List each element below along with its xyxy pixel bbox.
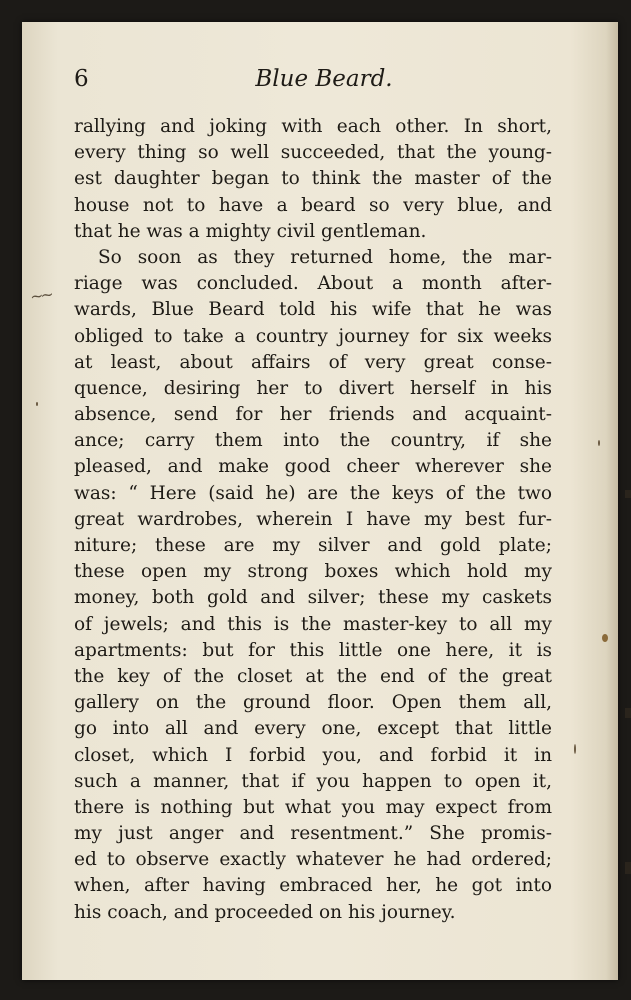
page-edge-shading xyxy=(606,22,618,980)
page-number: 6 xyxy=(74,66,89,92)
text-line: his coach, and proceeded on his journey. xyxy=(74,901,456,923)
book-page xyxy=(22,22,618,980)
text-line: was: “ Here (said he) are the keys of the two xyxy=(74,482,552,504)
text-line: So soon as they returned home, the mar- xyxy=(98,246,552,268)
body-text xyxy=(74,114,552,926)
text-line: closet, which I forbid you, and forbid it in xyxy=(74,744,552,766)
text-line: every thing so well succeeded, that the young- xyxy=(74,142,552,164)
text-line: apartments: but for this little one here, it is xyxy=(74,639,552,661)
paper-speck xyxy=(598,440,600,446)
paper-speck xyxy=(602,634,608,642)
text-line: there is nothing but what you may expect from xyxy=(74,796,552,818)
text-line: such a manner, that if you happen to open it, xyxy=(74,770,552,792)
page-header xyxy=(74,66,574,106)
text-line: gallery on the ground floor. Open them all, xyxy=(74,692,552,714)
text-line: quence, desiring her to divert herself in his xyxy=(74,377,552,399)
text-line: wards, Blue Beard told his wife that he was xyxy=(74,299,552,321)
text-line: the key of the closet at the end of the great xyxy=(74,665,552,687)
text-line: rallying and joking with each other. In short, xyxy=(74,116,552,137)
page-edge-mark xyxy=(625,708,631,718)
page-edge-mark xyxy=(625,862,631,874)
text-line: niture; these are my silver and gold plate; xyxy=(74,535,552,556)
text-line: my just anger and resentment.” She promis- xyxy=(74,823,552,845)
text-line: absence, send for her friends and acquaint- xyxy=(74,404,552,426)
text-line: that he was a mighty civil gentleman. xyxy=(74,220,427,242)
paper-speck xyxy=(574,744,576,754)
text-line: money, both gold and silver; these my caskets xyxy=(74,587,552,609)
text-line: riage was concluded. About a month after- xyxy=(74,273,552,295)
text-line: house not to have a beard so very blue, and xyxy=(74,194,552,216)
text-line: est daughter began to think the master of the xyxy=(74,168,552,190)
text-line: ed to observe exactly whatever he had ordered; xyxy=(74,849,552,871)
text-line: at least, about affairs of very great conse- xyxy=(74,351,552,373)
page-edge-mark xyxy=(625,490,631,498)
text-line: of jewels; and this is the master-key to all my xyxy=(74,613,552,635)
text-line: pleased, and make good cheer wherever she xyxy=(74,456,552,478)
text-line: these open my strong boxes which hold my xyxy=(74,561,552,583)
text-line: great wardrobes, wherein I have my best fur- xyxy=(74,508,552,530)
margin-ink-flourish: ~~ xyxy=(28,284,53,307)
text-line: go into all and every one, except that little xyxy=(74,718,552,740)
text-line: ance; carry them into the country, if she xyxy=(74,430,552,452)
paper-speck xyxy=(36,402,38,406)
running-title: Blue Beard. xyxy=(255,66,393,92)
text-line: when, after having embraced her, he got into xyxy=(74,875,552,897)
text-line: obliged to take a country journey for six weeks xyxy=(74,325,552,347)
